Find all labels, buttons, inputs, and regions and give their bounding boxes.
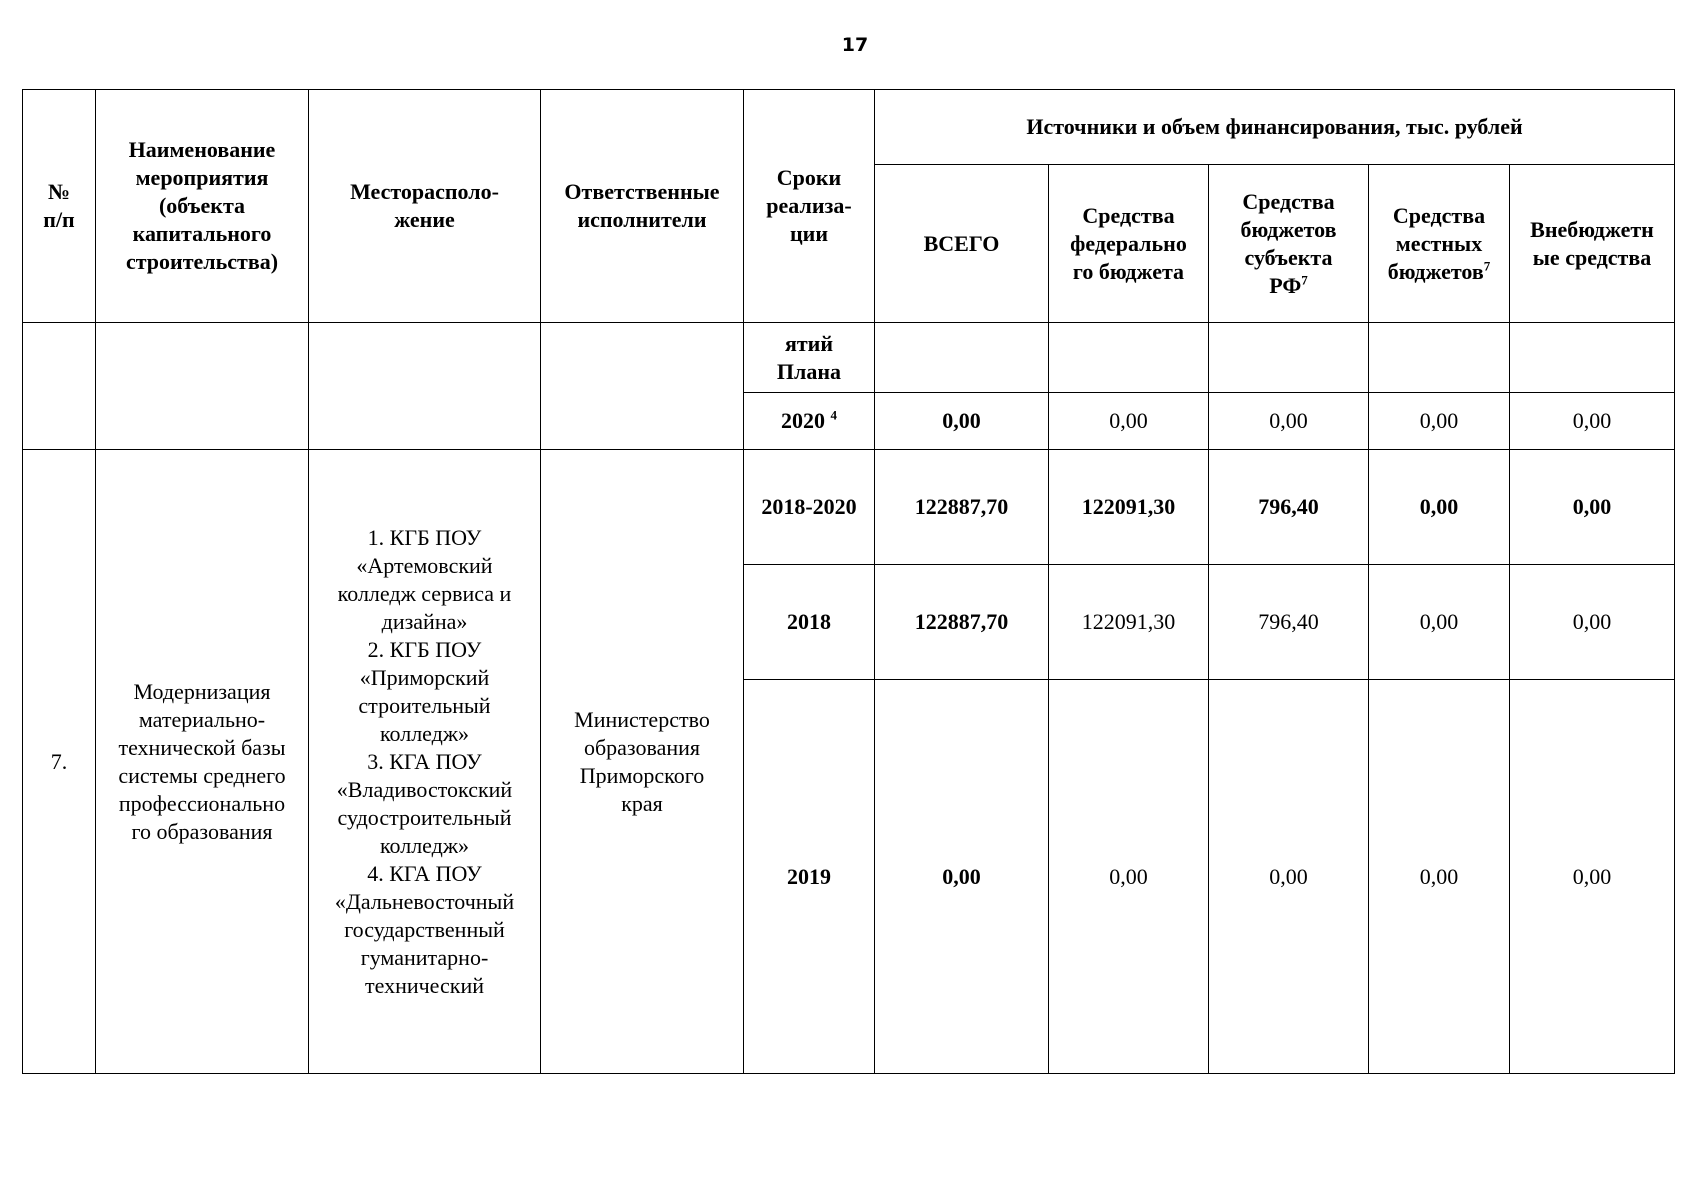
header-total: ВСЕГО bbox=[875, 165, 1049, 323]
federal-cell: 0,00 bbox=[1049, 680, 1209, 1074]
federal-cell: 122091,30 bbox=[1049, 450, 1209, 565]
empty-cell bbox=[1369, 323, 1510, 393]
offbudget-cell: 0,00 bbox=[1510, 393, 1675, 450]
header-executors: Ответственные исполнители bbox=[541, 90, 744, 323]
subject-cell: 796,40 bbox=[1209, 450, 1369, 565]
local-cell: 0,00 bbox=[1369, 450, 1510, 565]
header-row-1 bbox=[23, 90, 1675, 165]
footnote-mark: 4 bbox=[830, 407, 837, 423]
terms-tail: ятий Плана bbox=[744, 323, 875, 393]
year-cell: 2018 bbox=[744, 565, 875, 680]
header-location: Месторасполо- жение bbox=[309, 90, 541, 323]
header-name: Наименование мероприятия (объекта капитального строительства) bbox=[96, 90, 309, 323]
item7-executor: Министерство образования Приморского края bbox=[541, 450, 744, 1074]
empty-cell bbox=[875, 323, 1049, 393]
empty-cell bbox=[1049, 323, 1209, 393]
total-cell: 0,00 bbox=[875, 680, 1049, 1074]
total-cell: 0,00 bbox=[875, 393, 1049, 450]
footnote-mark: 7 bbox=[1483, 258, 1491, 274]
page-number: 17 bbox=[841, 34, 869, 56]
subject-cell: 0,00 bbox=[1209, 393, 1369, 450]
financing-table bbox=[22, 89, 1675, 1074]
year-cell: 2019 bbox=[744, 680, 875, 1074]
federal-cell: 0,00 bbox=[1049, 393, 1209, 450]
empty-cell bbox=[1209, 323, 1369, 393]
year-cell: 2020 $^4$ bbox=[744, 393, 875, 450]
continuation-row-tail bbox=[23, 323, 1675, 393]
local-cell: 0,00 bbox=[1369, 565, 1510, 680]
empty-cell bbox=[1510, 323, 1675, 393]
footnote-mark: 7 bbox=[1301, 272, 1308, 288]
total-cell: 122887,70 bbox=[875, 450, 1049, 565]
header-federal: Средства федерально го бюджета bbox=[1049, 165, 1209, 323]
offbudget-cell: 0,00 bbox=[1510, 680, 1675, 1074]
subject-cell: 796,40 bbox=[1209, 565, 1369, 680]
cont-executor-cell bbox=[541, 323, 744, 450]
header-offbudget: Внебюджетн ые средства bbox=[1510, 165, 1675, 323]
subject-cell: 0,00 bbox=[1209, 680, 1369, 1074]
header-funding: Источники и объем финансирования, тыс. рублей bbox=[875, 90, 1675, 165]
item7-name: Модернизация материально- технической базы системы среднего профессионально го образования bbox=[96, 450, 309, 1074]
offbudget-cell: 0,00 bbox=[1510, 565, 1675, 680]
total-cell: 122887,70 bbox=[875, 565, 1049, 680]
header-subject: Средства бюджетов субъекта $РФ^7$ bbox=[1209, 165, 1369, 323]
item7-row-total bbox=[23, 450, 1675, 565]
cont-num-cell bbox=[23, 323, 96, 450]
item7-location: 1. КГБ ПОУ «Артемовский колледж сервиса и дизайна» 2. КГБ ПОУ «Приморский строительный колледж» 3. КГА ПОУ «Владивостокский судостроительный колледж» 4. КГА ПОУ «Дальневосточный государственный гуманитарно- технический bbox=[309, 450, 541, 1074]
header-num: № п/п bbox=[23, 90, 96, 323]
cont-name-cell bbox=[96, 323, 309, 450]
item7-num: 7. bbox=[23, 450, 96, 1074]
header-terms: Сроки реализа- ции bbox=[744, 90, 875, 323]
federal-cell: 122091,30 bbox=[1049, 565, 1209, 680]
year-cell: 2018-2020 bbox=[744, 450, 875, 565]
header-local: Средства местных бюджетов$^7$ bbox=[1369, 165, 1510, 323]
cont-location-cell bbox=[309, 323, 541, 450]
local-cell: 0,00 bbox=[1369, 680, 1510, 1074]
offbudget-cell: 0,00 bbox=[1510, 450, 1675, 565]
local-cell: 0,00 bbox=[1369, 393, 1510, 450]
